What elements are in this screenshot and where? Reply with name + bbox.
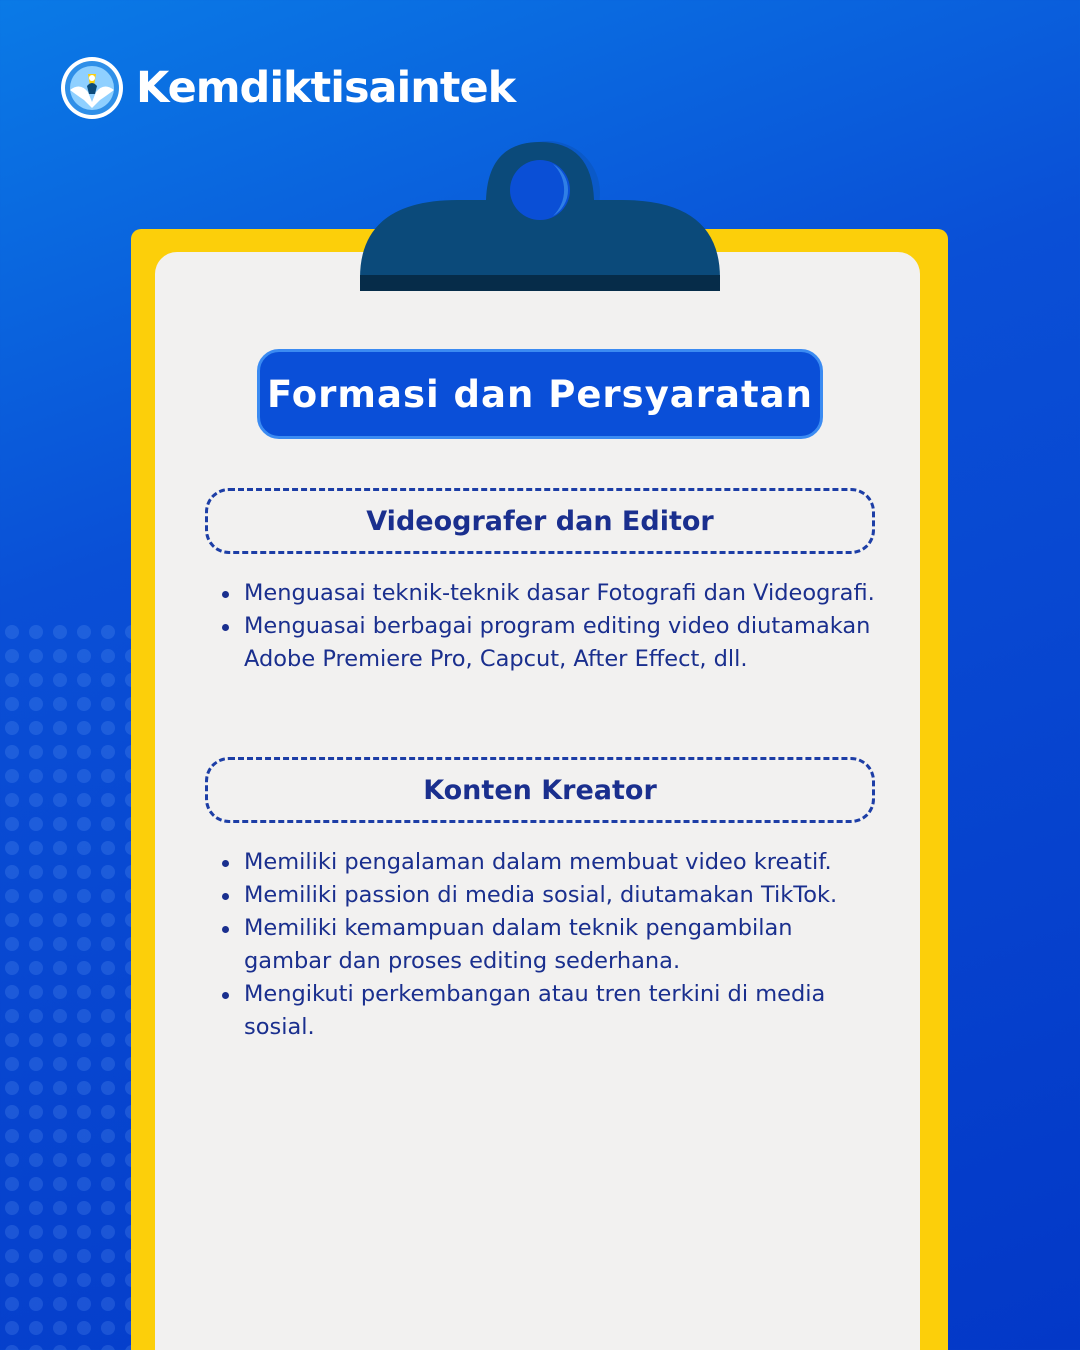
page-title: Formasi dan Persyaratan [257, 349, 823, 439]
dot-pattern-decoration [0, 620, 140, 1350]
list-item: Menguasai berbagai program editing video diutamakan Adobe Premiere Pro, Capcut, After Effect, dll. [218, 610, 878, 676]
section-heading-konten-kreator: Konten Kreator [205, 757, 875, 823]
tut-wuri-handayani-emblem-icon [60, 56, 124, 120]
list-item: Menguasai teknik-teknik dasar Fotografi dan Videografi. [218, 577, 878, 610]
brand-header [60, 56, 515, 120]
list-item: Memiliki kemampuan dalam teknik pengambilan gambar dan proses editing sederhana. [218, 912, 878, 978]
requirements-list-konten-kreator [218, 846, 878, 1044]
brand-name: Kemdiktisaintek [136, 63, 516, 113]
requirements-list-videografer [218, 577, 878, 676]
clipboard-clip-icon [358, 138, 722, 294]
list-item: Memiliki pengalaman dalam membuat video kreatif. [218, 846, 878, 879]
section-heading-videografer: Videografer dan Editor [205, 488, 875, 554]
list-item: Mengikuti perkembangan atau tren terkini di media sosial. [218, 978, 878, 1044]
list-item: Memiliki passion di media sosial, diutamakan TikTok. [218, 879, 878, 912]
